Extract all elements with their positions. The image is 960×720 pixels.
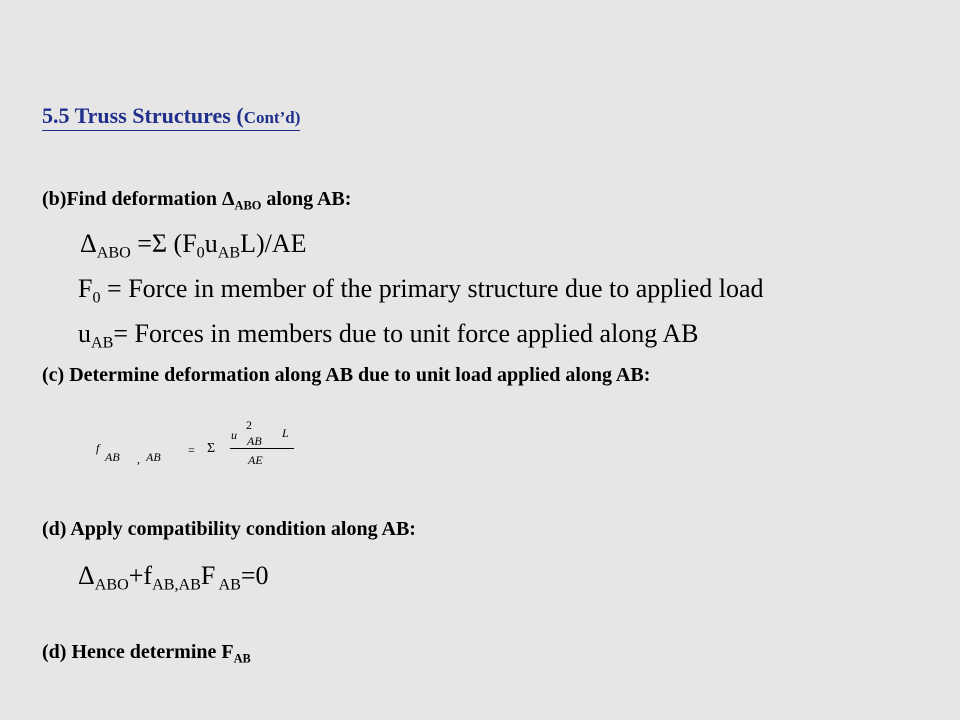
slide: 5.5 Truss Structures (Cont’d) (b)Find deformation $\Delta_{ABO}$ along AB: $\Delta_{ABO} =\Sigma$ $(F_0u_{AB}L)/AE$ $F_0$ = Force in member of the primary structure due to applied load $u_{AB}=$ Forces in members due to unit force applied along AB (c) Determine deformation along AB due to unit load applied along AB: f AB , AB = Σ u 2 AB L AE (d) Apply compatibility condition along AB: $\Delta_{ABO}+f_{AB,AB}F$ $_{AB}$=0 (d) Hence determine $F_{AB}$ (0, 0, 960, 720)
section-d-compatibility-heading: (d) Apply compatibility condition along AB: (42, 518, 416, 540)
slide-title: 5.5 Truss Structures (Cont’d) (42, 104, 300, 131)
title-contd: Cont’d) (243, 108, 301, 127)
section-b-heading: (b)Find deformation $\Delta_{ABO}$ along AB: (42, 188, 352, 213)
deformation-equation: $\Delta_{ABO} =\Sigma$ $(F_0u_{AB}L)/AE$ (80, 229, 307, 262)
compatibility-equation: $\Delta_{ABO}+f_{AB,AB}F$ $_{AB}$=0 (78, 561, 269, 594)
f0-definition: $F_0$ = Force in member of the primary structure due to applied load (78, 274, 764, 307)
section-c-heading: (c) Determine deformation along AB due to unit load applied along AB: (42, 364, 651, 386)
fraction-bar (230, 448, 294, 449)
uab-definition: $u_{AB}=$ Forces in members due to unit force applied along AB (78, 319, 699, 352)
section-d-determine-heading: (d) Hence determine $F_{AB}$ (42, 641, 251, 666)
